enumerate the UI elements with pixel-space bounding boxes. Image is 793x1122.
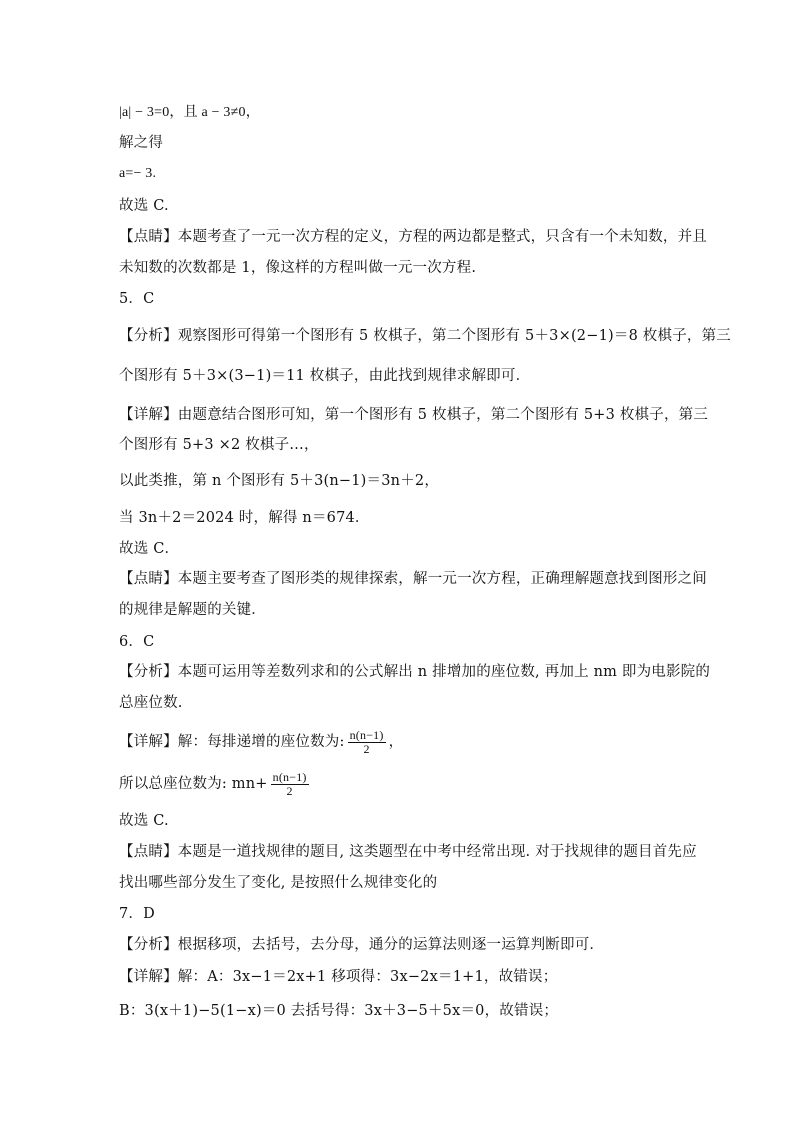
- text-line: 当 3n＋2＝2024 时，解得 n＝674．: [119, 510, 370, 526]
- question-number: 6．C: [119, 634, 155, 650]
- question-number: 7．D: [119, 906, 155, 922]
- text-line: |a| − 3=0，且 a − 3≠0，: [119, 105, 260, 120]
- text-line-with-fraction: [119, 764, 719, 804]
- fraction-numerator: n(n−1): [272, 769, 307, 784]
- text-line: 以此类推，第 n 个图形有 5＋3(n−1)＝3n＋2，: [119, 473, 440, 489]
- fraction-denominator: 2: [363, 741, 370, 756]
- text-line: 个图形有 5+3 ×2 枚棋子…，: [119, 437, 319, 453]
- text-segment: 【详解】解：每排递增的座位数为:: [119, 734, 345, 750]
- text-line: 故选 C.: [119, 813, 169, 829]
- text-line: 【分析】根据移项，去括号，去分母，通分的运算法则逐一运算判断即可．: [119, 937, 605, 953]
- text-line: a=− 3.: [119, 166, 157, 181]
- text-line: 【分析】观察图形可得第一个图形有 5 枚棋子，第二个图形有 5＋3×(2−1)＝8 枚棋子，第三: [119, 328, 731, 344]
- fraction: [271, 771, 309, 798]
- text-line: 总座位数.: [119, 695, 183, 711]
- fraction-numerator: n(n−1): [349, 727, 384, 742]
- text-line: 【点睛】本题是一道找规律的题目, 这类题型在中考中经常出现. 对于找规律的题目首先应: [119, 844, 697, 860]
- text-line-with-fraction: [119, 724, 719, 760]
- fraction: [348, 729, 386, 756]
- text-line: 故选 C.: [119, 198, 169, 214]
- text-line: 找出哪些部分发生了变化, 是按照什么规律变化的: [119, 875, 438, 891]
- fraction-denominator: 2: [286, 783, 293, 798]
- text-segment: 所以总座位数为: mn+: [119, 776, 268, 792]
- text-line: 【点睛】本题主要考查了图形类的规律探索，解一元一次方程，正确理解题意找到图形之间: [119, 571, 707, 587]
- text-line: 未知数的次数都是 1，像这样的方程叫做一元一次方程.: [119, 260, 477, 276]
- text-line: 【详解】解：A：3x−1＝2x+1 移项得：3x−2x＝1+1，故错误；: [119, 969, 558, 985]
- text-line: 故选 C．: [119, 541, 180, 557]
- text-line: 【点睛】本题考查了一元一次方程的定义，方程的两边都是整式，只含有一个未知数，并且: [119, 229, 707, 245]
- text-line: B：3(x＋1)−5(1−x)＝0 去括号得：3x＋3−5＋5x＝0，故错误；: [119, 1003, 559, 1019]
- text-line: 【分析】本题可运用等差数列求和的公式解出 n 排增加的座位数, 再加上 nm 即为电影院的: [119, 664, 711, 680]
- text-line: 个图形有 5＋3×(3−1)＝11 枚棋子，由此找到规律求解即可．: [119, 368, 531, 384]
- question-number: 5．C: [119, 291, 155, 307]
- text-line: 的规律是解题的关键．: [119, 602, 266, 618]
- text-segment: ，: [388, 734, 404, 750]
- text-line: 【详解】由题意结合图形可知，第一个图形有 5 枚棋子，第二个图形有 5+3 枚棋子，第三: [119, 407, 709, 423]
- text-line: 解之得: [119, 135, 164, 151]
